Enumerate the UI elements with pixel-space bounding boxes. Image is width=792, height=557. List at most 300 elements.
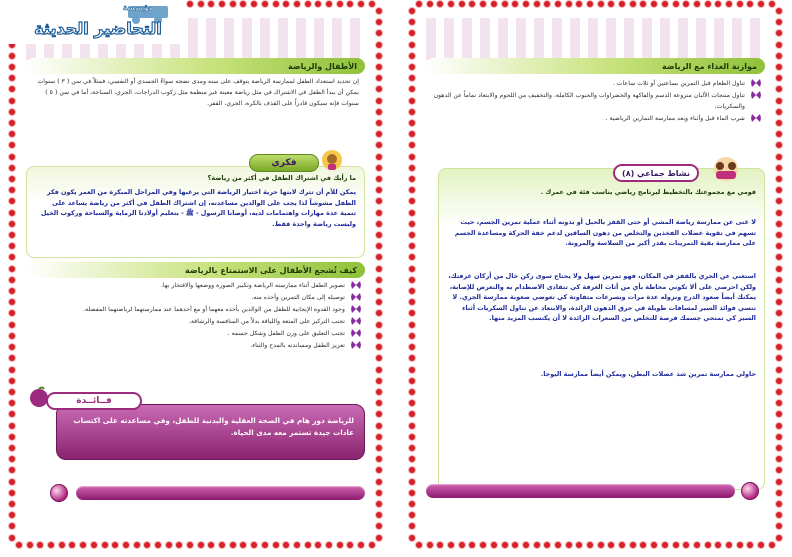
border-dot <box>376 344 382 350</box>
border-dot <box>409 367 415 373</box>
border-dot <box>9 490 15 496</box>
think-label: فكري <box>271 158 297 168</box>
border-dot <box>544 542 550 548</box>
border-dot <box>9 310 15 316</box>
border-dot <box>776 109 782 115</box>
border-dot <box>776 490 782 496</box>
border-dot <box>376 221 382 227</box>
border-dot <box>376 411 382 417</box>
list-item: تجنب التركيز على المتعة واللياقة بدلاً من المنافسة والرشاقة. <box>32 316 361 327</box>
border-dot <box>776 98 782 104</box>
border-dot <box>273 1 279 7</box>
border-dot <box>776 8 782 14</box>
border-dot <box>27 542 33 548</box>
border-dot <box>555 542 561 548</box>
border-dot <box>376 378 382 384</box>
border-dot <box>587 542 593 548</box>
border-dot <box>705 542 711 548</box>
section-heading <box>426 58 765 74</box>
border-dot <box>409 389 415 395</box>
border-dot <box>566 1 572 7</box>
butterfly-icon <box>351 305 361 314</box>
border-dot <box>776 479 782 485</box>
border-dot <box>409 322 415 328</box>
border-dot <box>758 542 764 548</box>
border-dot <box>715 1 721 7</box>
border-dot <box>409 467 415 473</box>
border-dot <box>376 355 382 361</box>
benefit-text: للرياضة دور هام في الصحة العقلية والبدنية للطفل، وفي مساعدته على اكتساب عادات جيدة تستمر معه مدى الحياة. <box>73 416 354 437</box>
border-dot <box>502 542 508 548</box>
border-dot <box>409 8 415 14</box>
border-dot <box>9 254 15 260</box>
activity-box <box>438 168 765 490</box>
nutrition-list <box>432 78 761 125</box>
border-dot <box>776 467 782 473</box>
border-dot <box>376 322 382 328</box>
border-dot <box>376 198 382 204</box>
border-dot <box>376 176 382 182</box>
border-dot <box>219 1 225 7</box>
border-dot <box>640 1 646 7</box>
benefit-label: فــائــدة <box>76 396 112 406</box>
butterfly-icon <box>751 79 761 88</box>
butterfly-icon <box>351 293 361 302</box>
border-dot <box>776 176 782 182</box>
border-dot <box>9 535 15 541</box>
border-dot <box>409 30 415 36</box>
border-dot <box>187 542 193 548</box>
dot-border-bottom <box>16 541 375 549</box>
border-dot <box>166 542 172 548</box>
border-dot <box>376 210 382 216</box>
border-dot <box>9 109 15 115</box>
border-dot <box>776 243 782 249</box>
border-dot <box>283 542 289 548</box>
border-dot <box>409 243 415 249</box>
border-dot <box>776 378 782 384</box>
border-dot <box>662 542 668 548</box>
border-dot <box>776 64 782 70</box>
border-dot <box>9 131 15 137</box>
border-dot <box>630 542 636 548</box>
border-dot <box>776 501 782 507</box>
border-dot <box>9 165 15 171</box>
border-dot <box>251 542 257 548</box>
border-dot <box>198 542 204 548</box>
border-dot <box>409 232 415 238</box>
border-dot <box>776 400 782 406</box>
border-dot <box>523 542 529 548</box>
border-dot <box>409 411 415 417</box>
border-dot <box>502 1 508 7</box>
border-dot <box>9 75 15 81</box>
border-dot <box>416 542 422 548</box>
border-dot <box>283 1 289 7</box>
border-dot <box>776 512 782 518</box>
border-dot <box>376 367 382 373</box>
border-dot <box>409 277 415 283</box>
border-dot <box>769 542 775 548</box>
border-dot <box>376 445 382 451</box>
border-dot <box>9 411 15 417</box>
border-dot <box>776 221 782 227</box>
border-dot <box>251 1 257 7</box>
border-dot <box>776 165 782 171</box>
border-dot <box>608 542 614 548</box>
page-ornament-circle <box>50 484 68 502</box>
border-dot <box>776 142 782 148</box>
border-dot <box>369 1 375 7</box>
border-dot <box>491 542 497 548</box>
border-dot <box>305 1 311 7</box>
border-dot <box>726 1 732 7</box>
border-dot <box>369 542 375 548</box>
border-dot <box>737 1 743 7</box>
border-dot <box>608 1 614 7</box>
border-dot <box>776 322 782 328</box>
page-ornament-circle <box>741 482 759 500</box>
border-dot <box>9 288 15 294</box>
border-dot <box>409 288 415 294</box>
border-dot <box>776 389 782 395</box>
border-dot <box>230 542 236 548</box>
border-dot <box>683 1 689 7</box>
border-dot <box>376 535 382 541</box>
border-dot <box>776 187 782 193</box>
footer-bar <box>426 484 735 498</box>
list-item: تناول منتجات الألبان منزوعة الدسم والفاكهة والخضراوات والحبوب الكاملة، والتخفيف من اللحوم والابتعاد تماماً عن الدهون والسكريات. <box>432 90 761 112</box>
section-title: الأطفال والرياضة <box>287 61 357 71</box>
border-dot <box>776 523 782 529</box>
border-dot <box>427 1 433 7</box>
border-dot <box>9 277 15 283</box>
border-dot <box>376 389 382 395</box>
border-dot <box>376 310 382 316</box>
border-dot <box>409 210 415 216</box>
section-title-2: كيف تُشجع الأطفال على الاستمتاع بالرياضة <box>184 265 357 275</box>
border-dot <box>619 542 625 548</box>
border-dot <box>737 542 743 548</box>
border-dot <box>409 75 415 81</box>
border-dot <box>523 1 529 7</box>
border-dot <box>376 254 382 260</box>
border-dot <box>409 154 415 160</box>
border-dot <box>262 542 268 548</box>
group-activity-icon <box>709 156 743 182</box>
border-dot <box>347 542 353 548</box>
border-dot <box>9 322 15 328</box>
border-dot <box>598 1 604 7</box>
border-dot <box>534 1 540 7</box>
border-dot <box>437 1 443 7</box>
border-dot <box>9 367 15 373</box>
border-dot <box>409 456 415 462</box>
list-item: توصيله إلى مكان التمرين وأخذه منه. <box>32 292 361 303</box>
border-dot <box>776 333 782 339</box>
border-dot <box>715 542 721 548</box>
border-dot <box>134 542 140 548</box>
border-dot <box>376 434 382 440</box>
border-dot <box>69 542 75 548</box>
border-dot <box>347 1 353 7</box>
border-dot <box>776 254 782 260</box>
border-dot <box>9 445 15 451</box>
border-dot <box>459 1 465 7</box>
border-dot <box>409 378 415 384</box>
border-dot <box>587 1 593 7</box>
border-dot <box>9 86 15 92</box>
border-dot <box>776 266 782 272</box>
border-dot <box>576 542 582 548</box>
dot-border-left <box>408 8 416 541</box>
border-dot <box>305 542 311 548</box>
border-dot <box>776 19 782 25</box>
border-dot <box>376 490 382 496</box>
border-dot <box>376 109 382 115</box>
border-dot <box>155 542 161 548</box>
border-dot <box>776 277 782 283</box>
border-dot <box>9 355 15 361</box>
border-dot <box>683 542 689 548</box>
butterfly-icon <box>351 341 361 350</box>
dot-border-left <box>8 8 16 541</box>
lightbulb-girl-icon <box>321 148 343 172</box>
border-dot <box>619 1 625 7</box>
border-dot <box>9 98 15 104</box>
list-item: وجود القدوة الإيجابية للطفل من الوالدين بأخذه معهما أو مع أحدهما عند ممارستهما لرياضتهما المفضلة. <box>32 304 361 315</box>
border-dot <box>376 8 382 14</box>
border-dot <box>409 98 415 104</box>
border-dot <box>776 30 782 36</box>
border-dot <box>9 232 15 238</box>
border-dot <box>376 288 382 294</box>
border-dot <box>409 64 415 70</box>
border-dot <box>758 1 764 7</box>
butterfly-icon <box>351 329 361 338</box>
border-dot <box>776 53 782 59</box>
border-dot <box>469 542 475 548</box>
border-dot <box>376 512 382 518</box>
border-dot <box>9 512 15 518</box>
activity-paragraph: حاولي ممارسة تمرين شد عضلات البطن، ويمكن أيضاً ممارسة اليوجا. <box>540 370 756 378</box>
border-dot <box>409 42 415 48</box>
border-dot <box>208 1 214 7</box>
border-dot <box>376 98 382 104</box>
border-dot <box>598 542 604 548</box>
border-dot <box>240 542 246 548</box>
border-dot <box>315 1 321 7</box>
border-dot <box>776 120 782 126</box>
border-dot <box>776 131 782 137</box>
border-dot <box>9 266 15 272</box>
border-dot <box>9 344 15 350</box>
border-dot <box>9 53 15 59</box>
border-dot <box>230 1 236 7</box>
border-dot <box>776 198 782 204</box>
border-dot <box>705 1 711 7</box>
border-dot <box>769 1 775 7</box>
border-dot <box>376 120 382 126</box>
border-dot <box>9 400 15 406</box>
border-dot <box>376 423 382 429</box>
border-dot <box>376 131 382 137</box>
border-dot <box>776 75 782 81</box>
border-dot <box>776 299 782 305</box>
list-item: شرب الماء قبل وأثناء وبعد ممارسة التمارين الرياضية . <box>432 113 761 124</box>
border-dot <box>9 154 15 160</box>
border-dot <box>416 1 422 7</box>
think-question: ما رأيك في اشتراك الطفل في أكثر من رياضة؟ <box>207 174 356 182</box>
decorative-stripes <box>426 18 765 60</box>
border-dot <box>409 299 415 305</box>
border-dot <box>491 1 497 7</box>
border-dot <box>91 542 97 548</box>
svg-text:التحاضير الحديثة: التحاضير الحديثة <box>34 19 162 38</box>
border-dot <box>409 501 415 507</box>
border-dot <box>176 542 182 548</box>
border-dot <box>409 535 415 541</box>
border-dot <box>59 542 65 548</box>
border-dot <box>376 165 382 171</box>
border-dot <box>409 512 415 518</box>
think-tab <box>249 154 319 172</box>
activity-label: نشاط جماعي (٨) <box>622 168 690 178</box>
border-dot <box>9 187 15 193</box>
border-dot <box>112 542 118 548</box>
border-dot <box>673 542 679 548</box>
border-dot <box>409 490 415 496</box>
dot-border-right <box>375 8 383 541</box>
section-title: موازنة الغذاء مع الرياضة <box>662 61 757 71</box>
border-dot <box>409 142 415 148</box>
border-dot <box>512 1 518 7</box>
border-dot <box>9 64 15 70</box>
border-dot <box>9 479 15 485</box>
border-dot <box>37 542 43 548</box>
list-item: تجنب التعليق على وزن الطفل وشكل جسمه . <box>32 328 361 339</box>
border-dot <box>326 1 332 7</box>
border-dot <box>662 1 668 7</box>
apple-icon <box>28 386 50 408</box>
border-dot <box>9 142 15 148</box>
border-dot <box>315 542 321 548</box>
border-dot <box>409 165 415 171</box>
border-dot <box>640 542 646 548</box>
left-page <box>8 0 383 549</box>
border-dot <box>651 1 657 7</box>
border-dot <box>776 42 782 48</box>
tips-list <box>32 280 361 352</box>
border-dot <box>480 1 486 7</box>
border-dot <box>9 120 15 126</box>
border-dot <box>326 542 332 548</box>
dot-border-top <box>416 0 775 8</box>
think-answer: يمكن للأم أن تترك لابنها حرية اختيار الرياضة التي يرغبها وفي المراحل المبكرة من العمر يكون فكر الطفل مشوشاً لذا يجب على الوالدين مساعدته، إن اشتراك الطفل في أكثر من رياضة يساعد على تنمية عدة مهارات واهتمامات لديه، أوصانا الرسول - ﷺ - بتعليم أولادنا الرماية والسباحة وركوب الخيل وليست رياضة واحدة فقط. <box>40 188 356 228</box>
think-box <box>26 166 365 258</box>
list-item: تصوير الطفل أثناء ممارسته الرياضة وتكبير الصورة ووضعها والافتخار بها. <box>32 280 361 291</box>
border-dot <box>409 479 415 485</box>
border-dot <box>208 542 214 548</box>
activity-paragraph: استغني عن الجري بالقفز في المكان، فهو تمرين سهل ولا يحتاج سوى ركن خال من أركان غرفتك، ولكن احرصي على ألا تكوني محاطة بأي من أثاث الغرفة كي تتفادى الاصطدام به والتعرض للإصابة، يمكنك أيضاً صعود الدرج ونزوله عدة مرات وبسرعات متفاوتة كي تعوضي صعوبة ممارسة الجري. لا تنسي فوائد السير لمسافات طويلة في حرق الدهون الزائدة، والابتعاد عن تناول السكريات أثناء السير كي تمنحي جسمك فرصة للتخلص من السعرات الزائدة لا أن يكتسب المزيد منها. <box>448 272 756 322</box>
border-dot <box>409 109 415 115</box>
right-page <box>408 0 783 549</box>
section-heading <box>26 58 365 74</box>
butterfly-icon <box>351 317 361 326</box>
border-dot <box>240 1 246 7</box>
border-dot <box>337 542 343 548</box>
border-dot <box>673 1 679 7</box>
border-dot <box>187 1 193 7</box>
border-dot <box>48 542 54 548</box>
border-dot <box>776 456 782 462</box>
border-dot <box>776 154 782 160</box>
border-dot <box>776 423 782 429</box>
border-dot <box>376 299 382 305</box>
border-dot <box>448 1 454 7</box>
border-dot <box>409 344 415 350</box>
border-dot <box>376 501 382 507</box>
border-dot <box>9 176 15 182</box>
border-dot <box>409 131 415 137</box>
border-dot <box>534 542 540 548</box>
border-dot <box>409 86 415 92</box>
border-dot <box>376 277 382 283</box>
border-dot <box>776 355 782 361</box>
activity-tab <box>613 164 699 182</box>
border-dot <box>651 542 657 548</box>
border-dot <box>409 19 415 25</box>
border-dot <box>358 542 364 548</box>
border-dot <box>776 535 782 541</box>
border-dot <box>427 542 433 548</box>
border-dot <box>376 456 382 462</box>
border-dot <box>776 210 782 216</box>
section-heading-2 <box>26 262 365 278</box>
border-dot <box>576 1 582 7</box>
border-dot <box>409 221 415 227</box>
border-dot <box>376 266 382 272</box>
border-dot <box>376 400 382 406</box>
activity-paragraph: لا غنى عن ممارسة رياضة المشي أو حتى القفز بالحبل أو بدونه أثناء عملية تمرين الجسم، حيث تسهم في تقوية عضلات الفخذين والتخلص من دهون الساقين لدعم خفة الحركة ومساعدة الجسم على ممارسة بقية التمرينات بقدر أكبر من السلاسة والمرونة. <box>454 218 756 247</box>
border-dot <box>9 434 15 440</box>
border-dot <box>376 523 382 529</box>
border-dot <box>123 542 129 548</box>
border-dot <box>376 142 382 148</box>
border-dot <box>747 1 753 7</box>
border-dot <box>512 542 518 548</box>
border-dot <box>9 378 15 384</box>
border-dot <box>409 445 415 451</box>
border-dot <box>376 243 382 249</box>
border-dot <box>459 542 465 548</box>
border-dot <box>9 221 15 227</box>
border-dot <box>9 389 15 395</box>
border-dot <box>409 310 415 316</box>
border-dot <box>273 542 279 548</box>
border-dot <box>409 355 415 361</box>
border-dot <box>630 1 636 7</box>
border-dot <box>9 456 15 462</box>
border-dot <box>376 187 382 193</box>
border-dot <box>776 445 782 451</box>
border-dot <box>437 542 443 548</box>
border-dot <box>9 501 15 507</box>
border-dot <box>294 542 300 548</box>
butterfly-icon <box>751 91 761 100</box>
butterfly-icon <box>751 114 761 123</box>
border-dot <box>376 64 382 70</box>
